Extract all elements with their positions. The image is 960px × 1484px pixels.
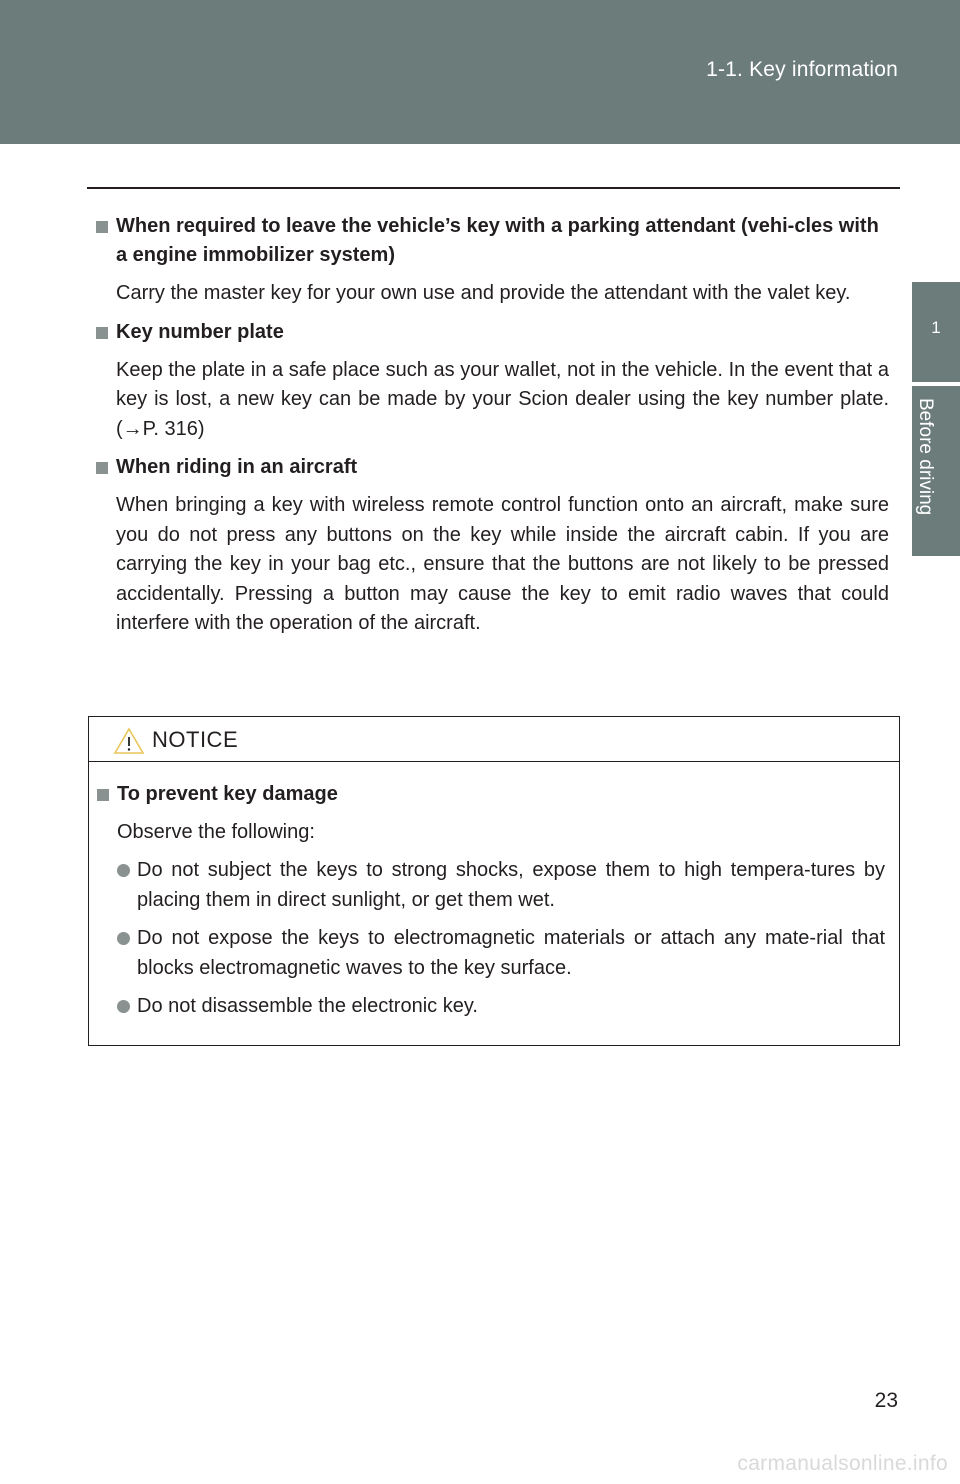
circle-bullet-icon bbox=[117, 932, 130, 945]
chapter-tab-number bbox=[912, 282, 960, 382]
square-bullet-icon bbox=[96, 327, 108, 339]
circle-bullet-icon bbox=[117, 864, 130, 877]
square-bullet-icon bbox=[96, 462, 108, 474]
main-content bbox=[96, 212, 889, 648]
notice-title-text: To prevent key damage bbox=[117, 783, 338, 805]
watermark: carmanualsonline.info bbox=[737, 1452, 948, 1475]
circle-bullet-icon bbox=[117, 1000, 130, 1013]
section-body-aircraft: When bringing a key with wireless remote control function onto an aircraft, make sure you do not press any buttons on the key while inside the aircraft cabin. If you are carrying the key in your bag etc., ensure that the buttons are not likely to be pressed accidentally. Pressing a button may cause the key to emit radio waves that could interfere with the operation of the aircraft. bbox=[116, 494, 889, 634]
notice-body bbox=[89, 762, 899, 1022]
section-title-text: When required to leave the vehicle’s key with a parking attendant (vehi-cles with a engine immobilizer system) bbox=[116, 215, 879, 266]
notice-header bbox=[89, 717, 899, 762]
notice-bullet-text: Do not expose the keys to electromagnetic materials or attach any mate-rial that blocks electromagnetic waves to the key surface. bbox=[137, 927, 885, 979]
notice-bullet-text: Do not disassemble the electronic key. bbox=[137, 995, 478, 1017]
page-number: 23 bbox=[874, 1389, 898, 1412]
warning-triangle-icon bbox=[113, 727, 145, 755]
section-title-text: Key number plate bbox=[116, 320, 284, 343]
chapter-tab-label bbox=[912, 386, 960, 556]
section-title-aircraft bbox=[96, 453, 889, 482]
notice-bullet-text: Do not subject the keys to strong shocks, expose them to high tempera-tures by placing them in direct sunlight, or get them wet. bbox=[137, 859, 885, 911]
notice-label: NOTICE bbox=[152, 727, 239, 752]
square-bullet-icon bbox=[97, 789, 109, 801]
top-divider bbox=[87, 187, 900, 189]
notice-intro: Observe the following: bbox=[117, 821, 315, 843]
square-bullet-icon bbox=[96, 221, 108, 233]
notice-bullet bbox=[97, 856, 885, 915]
notice-box bbox=[88, 716, 900, 1046]
notice-title bbox=[97, 780, 885, 809]
section-body-parking-attendant: Carry the master key for your own use and provide the attendant with the valet key. bbox=[116, 282, 851, 304]
notice-bullet bbox=[97, 992, 885, 1022]
section-title-parking-attendant bbox=[96, 212, 889, 270]
chapter-number: 1 bbox=[931, 318, 941, 337]
chapter-label: Before driving bbox=[915, 398, 936, 516]
section-title-text: When riding in an aircraft bbox=[116, 456, 358, 478]
section-header-title: 1-1. Key information bbox=[706, 58, 898, 81]
section-body-key-number-plate: Keep the plate in a safe place such as your wallet, not in the vehicle. In the event that a key is lost, a new key can be made by your Scion dealer using the key number plate. (→P. 316) bbox=[116, 358, 889, 440]
header-band bbox=[0, 0, 960, 144]
notice-bullet bbox=[97, 924, 885, 983]
section-title-key-number-plate bbox=[96, 318, 889, 347]
